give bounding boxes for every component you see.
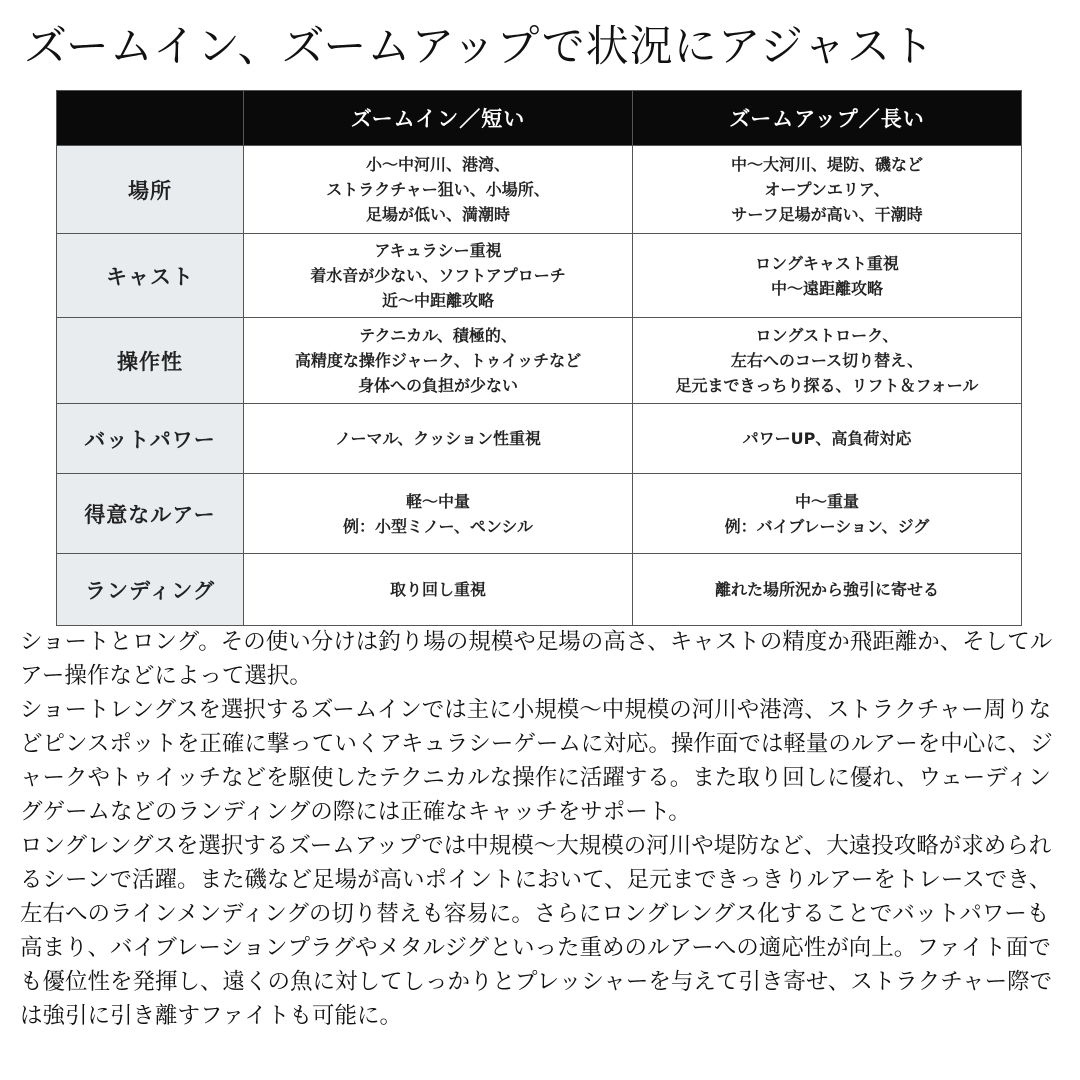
cell-long: ロングストローク、 左右へのコース切り替え、 足元まできっちり探る、リフト＆フォール — [633, 318, 1022, 404]
row-label: ランディング — [57, 554, 244, 626]
table-row — [57, 234, 1022, 318]
cell-long: 中～大河川、堤防、磯など オープンエリア、 サーフ足場が高い、干潮時 — [633, 146, 1022, 234]
cell-short: 取り回し重視 — [244, 554, 633, 626]
table-row — [57, 318, 1022, 404]
row-label: キャスト — [57, 234, 244, 318]
row-label: 操作性 — [57, 318, 244, 404]
zoom-in-paragraph: ショートレングスを選択するズームインでは主に小規模～中規模の河川や港湾、ストラクチャー周りなどピンスポットを正確に撃っていくアキュラシーゲームに対応。操作面では軽量のルアーを中心に、ジャークやトゥイッチなどを駆使したテクニカルな操作に活躍する。また取り回しに優れ、ウェーディングゲームなどのランディングの際には正確なキャッチをサポート。 — [20, 697, 1053, 825]
cell-long: 中～重量 例：バイブレーション、ジグ — [633, 474, 1022, 554]
comparison-table — [56, 90, 1022, 626]
description-text — [20, 625, 1070, 1033]
zoom-up-paragraph: ロングレングスを選択するズームアップでは中規模～大規模の河川や堤防など、大遠投攻略が求められるシーンで活躍。また磯など足場が高いポイントにおいて、足元まできっきりルアーをトレースでき、左右へのラインメンディングの切り替えも容易に。さらにロングレングス化することでバットパワーも高まり、バイブレーションプラグやメタルジグといった重めのルアーへの適応性が向上。ファイト面でも優位性を発揮し、遠くの魚に対してしっかりとプレッシャーを与えて引き寄せ、ストラクチャー際では強引に引き離すファイトも可能に。 — [20, 833, 1053, 1029]
table-row — [57, 404, 1022, 474]
page-title: ズームイン、ズームアップで状況にアジャスト — [24, 22, 936, 72]
header-corner — [57, 91, 244, 146]
header-zoom-in-short: ズームイン／短い — [244, 91, 633, 146]
cell-short: アキュラシー重視 着水音が少ない、ソフトアプローチ 近～中距離攻略 — [244, 234, 633, 318]
table-row — [57, 554, 1022, 626]
cell-short: 小～中河川、港湾、 ストラクチャー狙い、小場所、 足場が低い、満潮時 — [244, 146, 633, 234]
header-zoom-up-long: ズームアップ／長い — [633, 91, 1022, 146]
table-header-row — [57, 91, 1022, 146]
cell-short: テクニカル、積極的、 高精度な操作ジャーク、トゥイッチなど 身体への負担が少ない — [244, 318, 633, 404]
row-label: バットパワー — [57, 404, 244, 474]
cell-short: 軽～中量 例：小型ミノー、ペンシル — [244, 474, 633, 554]
table-row — [57, 474, 1022, 554]
row-label: 場所 — [57, 146, 244, 234]
cell-long: ロングキャスト重視 中～遠距離攻略 — [633, 234, 1022, 318]
cell-short: ノーマル、クッション性重視 — [244, 404, 633, 474]
row-label: 得意なルアー — [57, 474, 244, 554]
intro-paragraph: ショートとロング。その使い分けは釣り場の規模や足場の高さ、キャストの精度か飛距離か、そしてルアー操作などによって選択。 — [20, 629, 1053, 689]
cell-long: パワーUP、高負荷対応 — [633, 404, 1022, 474]
table-row — [57, 146, 1022, 234]
cell-long: 離れた場所況から強引に寄せる — [633, 554, 1022, 626]
